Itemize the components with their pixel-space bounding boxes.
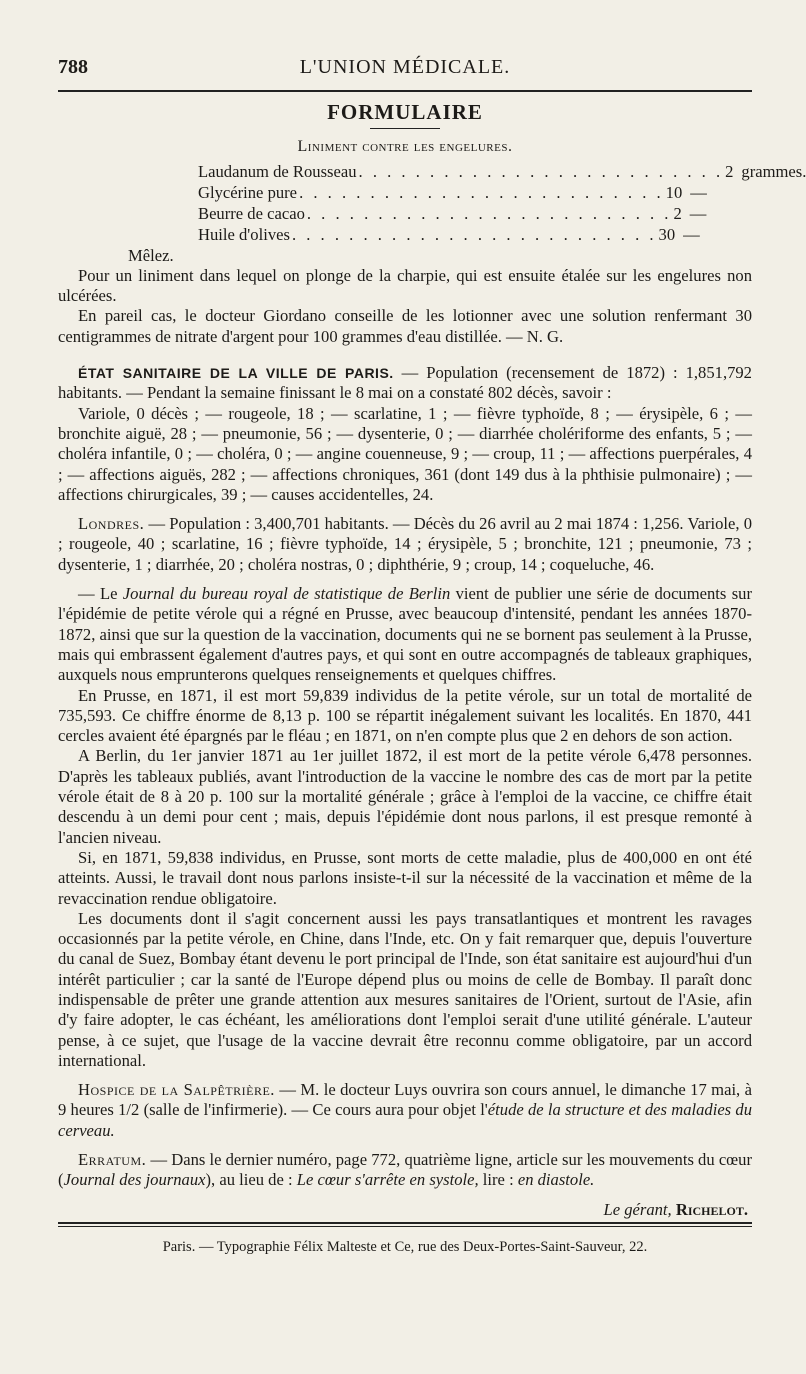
text: lire : <box>478 1170 518 1190</box>
recipe-title: Liniment contre les engelures. <box>297 138 513 156</box>
spacer <box>58 505 752 514</box>
manager-label: Le gérant, <box>603 1199 672 1219</box>
running-head <box>58 56 752 84</box>
article-body <box>58 98 806 1257</box>
ingredient-unit: — <box>690 182 707 202</box>
page-number: 788 <box>58 56 88 78</box>
ingredient-row <box>198 161 806 183</box>
paragraph: Les documents dont il s'agit concernent aussi les pays transatlantiques et montrent les ravages occasionnés par la petite vérole, en Chine, dans l'Inde, etc. On y fait remarquer que, depuis l'ouverture du canal de Suez, Bombay étant devenu le port principal de l'Inde, son état sanitaire est aujourd'hui d'un intérêt particulier ; car la santé de l'Europe dépend plus ou moins de celle de Bombay. Il paraît donc indispensable de prêter une grande attention aux mesures sanitaires de l'Orient, surtout de l'Asie, afin d'y faire adopter, le cas échéant, les améliorations dont l'emploi serait d'une utilité générale. L'auteur pense, à ce sujet, que l'usage de la vaccine devrait être reconnu comme obligatoire, par un accord international. <box>58 908 752 1070</box>
ingredient-name: Huile d'olives <box>198 224 290 244</box>
paragraph-etat-sanitaire <box>58 363 752 404</box>
lead-etat-sanitaire: ÉTAT SANITAIRE DE LA VILLE DE PARIS. <box>78 365 394 382</box>
ingredient-name: Laudanum de Rousseau <box>198 161 357 181</box>
spacer <box>58 347 752 363</box>
ingredient-qty: 10 <box>665 182 683 202</box>
leader-dots: . . . . . . . . . . . . . . . . . . . . . . . . . . <box>299 182 664 202</box>
paragraph-causes: Variole, 0 décès ; — rougeole, 18 ; — scarlatine, 1 ; — fièvre typhoïde, 8 ; — érysipèle, 6 ; — bronchite aiguë, 28 ; — pneumonie, 56 ; — dysenterie, 0 ; — diarrhée cholériforme des enfants, 5 ; — choléra infantile, 0 ; — choléra, 0 ; — angine couenneuse, 9 ; — croup, 11 ; — affections puerpérales, 4 ; — affections aiguës, 282 ; — affections chroniques, 361 (dont 149 dus à la phthisie pulmonaire) ; — affections chirurgicales, 39 ; — causes accidentelles, 24. <box>58 403 752 504</box>
lead-londres: Londres. <box>78 514 145 534</box>
manager-signature <box>58 1200 748 1220</box>
paragraph: En Prusse, en 1871, il est mort 59,839 individus de la petite vérole, sur un total de mortalité de 735,593. Ce chiffre énorme de 8,13 p. 100 se répartit inégalement suivant les localités. En 1870, 441 cercles avaient été épargnés par le fléau ; en 1871, on n'en compte plus que 2 en dehors de son action. <box>58 685 752 746</box>
text: vient de publier une série de documents sur l'épidémie de petite vérole qui a régné en Prusse, avec beaucoup d'intensité, pendant les années 1870-1872, ainsi que sur la question de la vaccination, documents qui ne se bornent pas seulement à la Prusse, mais qui embrassent également d'autres pays, et qui sont en outre accompagnés de tableaux graphiques, auxquels nous emprunterons quelques renseignements et quelques chiffres. <box>58 584 752 685</box>
ingredient-row <box>198 224 700 246</box>
ingredient-row <box>198 203 707 225</box>
paragraph-londres <box>58 514 752 575</box>
spacer <box>58 1141 752 1150</box>
text: — Dans le dernier numéro, page 772, quatrième ligne, article sur les mouvements du cœur ( <box>58 1150 752 1190</box>
italic-text: Journal des journaux <box>63 1170 206 1190</box>
spacer <box>58 1191 752 1200</box>
ingredient-name: Beurre de cacao <box>198 203 305 223</box>
text: — Population (recensement de 1872) : 1,851,792 habitants. — Pendant la semaine finissant le 8 mai on a constaté 802 décès, savoir : <box>58 363 752 403</box>
italic-text: en diastole. <box>517 1170 595 1190</box>
ingredient-row <box>198 182 707 204</box>
ingredient-qty: 2 <box>725 161 734 181</box>
spacer <box>58 575 752 584</box>
ingredient-list <box>198 161 806 246</box>
ingredient-unit: — <box>683 224 700 244</box>
paragraph-berlin <box>58 584 752 685</box>
ingredient-unit: — <box>689 203 707 223</box>
italic-text: Le cœur s'arrête en systole, <box>296 1170 479 1190</box>
manager-name: Richelot. <box>675 1199 748 1219</box>
ingredient-name: Glycérine pure <box>198 182 298 202</box>
paragraph: Pour un liniment dans lequel on plonge de la charpie, qui est ensuite étalée sur les engelures non ulcérées. <box>58 265 752 306</box>
journal-name: Journal du bureau royal de statistique de Berlin <box>122 584 451 604</box>
text: — M. le docteur Luys ouvrira son cours annuel, le dimanche 17 mai, à 9 heures 1/2 (salle de l'infirmerie). — Ce cours aura pour objet l' <box>58 1080 752 1120</box>
lead-hospice: Hospice de la Salpêtrière. <box>78 1080 275 1100</box>
ingredient-qty: 30 <box>658 224 676 244</box>
text: — Population : 3,400,701 habitants. — Décès du 26 avril au 2 mai 1874 : 1,256. Variole, 0 ; rougeole, 40 ; scarlatine, 16 ; fièvre typhoïde, 14 ; érysipèle, 5 ; bronchite, 121 ; pneumonie, 73 ; dysenterie, 1 ; diarrhée, 20 ; choléra nostras, 0 ; diphthérie, 9 ; croup, 14 ; coqueluche, 46. <box>58 514 752 574</box>
section-title-formulaire: FORMULAIRE <box>327 100 483 124</box>
paragraph: Si, en 1871, 59,838 individus, en Prusse, sont morts de cette maladie, plus de 400,000 en ont été atteints. Aussi, le travail dont nous parlons insiste-t-il sur la nécessité de la vaccination et même de la revaccination rendue obligatoire. <box>58 847 752 908</box>
ingredient-qty: 2 <box>673 203 682 223</box>
ingredient-unit: grammes. <box>741 161 806 181</box>
course-subject: étude de la structure et des maladies du cerveau. <box>58 1100 752 1140</box>
journal-title: L'UNION MÉDICALE. <box>299 56 511 78</box>
footer-rule-thin <box>58 1226 752 1227</box>
footer-rule <box>58 1222 752 1224</box>
paragraph-hospice <box>58 1080 752 1141</box>
printer-imprint: Paris. — Typographie Félix Malteste et Ce, rue des Deux-Portes-Saint-Sauveur, 22. <box>162 1238 648 1255</box>
spacer <box>58 1071 752 1080</box>
leader-dots: . . . . . . . . . . . . . . . . . . . . . . . . . . <box>291 224 657 244</box>
lead-erratum: Erratum. <box>78 1150 147 1170</box>
melez-instruction: Mêlez. <box>128 245 174 265</box>
leader-dots: . . . . . . . . . . . . . . . . . . . . . . . . . . <box>306 203 672 223</box>
paragraph-erratum <box>58 1150 752 1191</box>
paragraph: A Berlin, du 1er janvier 1871 au 1er juillet 1872, il est mort de la petite vérole 6,478 personnes. D'après les tableaux publiés, avant l'introduction de la vaccine le nombre des cas de mort par la petite vérole était de 8 à 20 p. 100 sur la mortalité générale ; grâce à l'emploi de la vaccine, ce chiffre était descendu à un demi pour cent ; mais, depuis l'épidémie dont nous parlons, il est presque remonté à l'ancien niveau. <box>58 746 752 847</box>
text: ), au lieu de : <box>205 1170 297 1190</box>
paragraph: En pareil cas, le docteur Giordano conseille de les lotionner avec une solution renfermant 30 centigrammes de nitrate d'argent pour 100 grammes d'eau distillée. — N. G. <box>58 306 752 346</box>
text: — Le <box>78 584 123 604</box>
leader-dots: . . . . . . . . . . . . . . . . . . . . . . . . . . <box>358 161 724 181</box>
header-rule <box>58 90 752 92</box>
title-rule <box>370 128 440 129</box>
